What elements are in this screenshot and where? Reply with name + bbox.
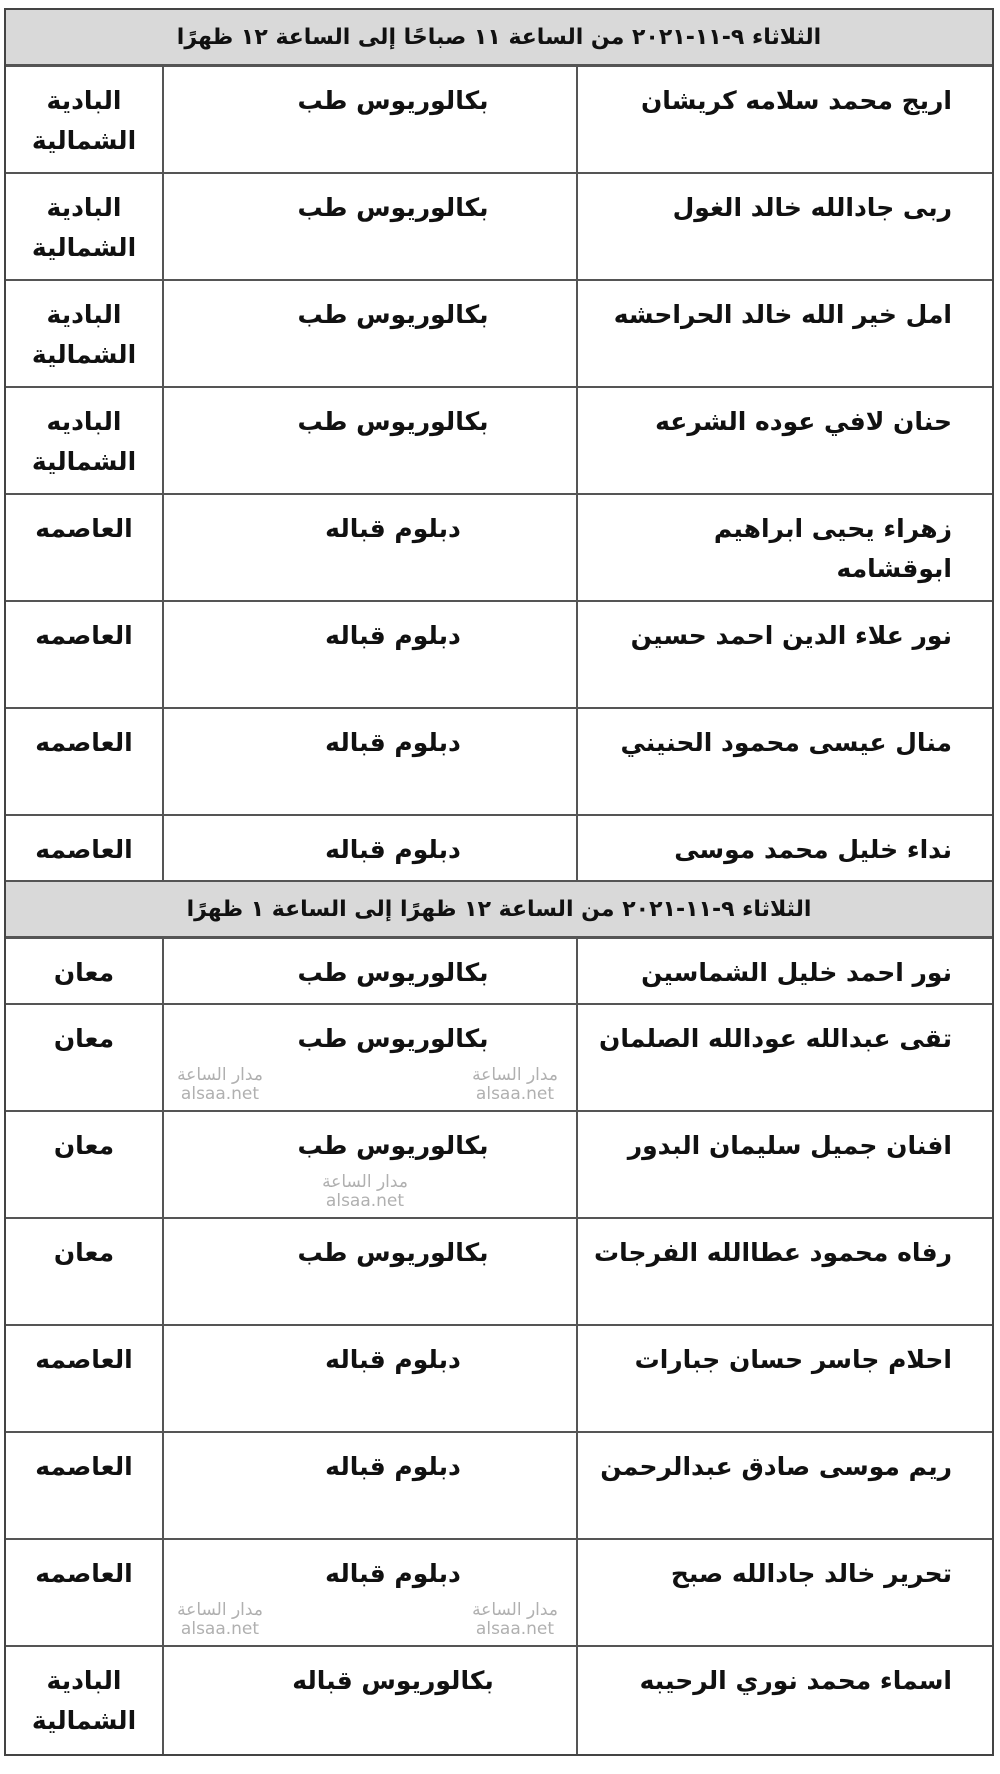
degree-cell: بكالوريوس طب — [162, 1112, 576, 1217]
region-cell: العاصمه — [35, 514, 133, 543]
table-row — [6, 67, 992, 174]
degree-cell: بكالوريوس طب — [162, 388, 576, 493]
region-cell: معان — [53, 1131, 115, 1160]
schedule-table — [4, 8, 994, 1756]
name-cell: ربى جادالله خالد الغول — [576, 174, 992, 279]
watermark-ar: مدار الساعة — [177, 1065, 263, 1085]
table-row — [6, 939, 992, 1005]
degree-cell: دبلوم قباله — [162, 602, 576, 707]
table-row — [6, 1433, 992, 1540]
region-cell: العاصمه — [35, 1345, 133, 1374]
region-cell: العاصمه — [35, 1452, 133, 1481]
region-cell: البادية الشمالية — [31, 193, 137, 262]
table-row — [6, 816, 992, 882]
name-cell: تقى عبدالله عودالله الصلمان — [576, 1005, 992, 1110]
name-cell: اريج محمد سلامه كريشان — [576, 67, 992, 172]
degree-cell: بكالوريوس طب — [162, 1219, 576, 1324]
region-cell: معان — [53, 1238, 115, 1267]
region-cell: البادية الشمالية — [31, 1666, 137, 1735]
name-cell: تحرير خالد جادالله صبح — [576, 1540, 992, 1645]
watermark-en: alsaa.net — [325, 1191, 405, 1211]
degree-cell: بكالوريوس طب — [162, 1005, 576, 1110]
table-row — [6, 709, 992, 816]
name-cell: نداء خليل محمد موسى — [576, 816, 992, 880]
degree-cell: بكالوريوس قباله — [162, 1647, 576, 1754]
name-cell: زهراء يحيى ابراهيم ابوقشامه — [576, 495, 992, 600]
watermark — [470, 1066, 560, 1104]
watermark-en: alsaa.net — [475, 1084, 555, 1104]
watermark — [470, 1601, 560, 1639]
name-cell: منال عيسى محمود الحنيني — [576, 709, 992, 814]
watermark-ar: مدار الساعة — [472, 1600, 558, 1620]
degree-cell: بكالوريوس طب — [162, 939, 576, 1003]
name-cell: نور احمد خليل الشماسين — [576, 939, 992, 1003]
section-header: الثلاثاء ٩-١١-٢٠٢١ من الساعة ١١ صباحًا إلى الساعة ١٢ ظهرًا — [6, 10, 992, 67]
region-cell: العاصمه — [35, 621, 133, 650]
table-row — [6, 1647, 992, 1754]
degree-cell: دبلوم قباله — [162, 495, 576, 600]
region-cell: الباديه الشمالية — [31, 407, 137, 476]
watermark — [320, 1173, 410, 1211]
name-cell: نور علاء الدين احمد حسين — [576, 602, 992, 707]
region-cell: معان — [53, 1024, 115, 1053]
table-row — [6, 174, 992, 281]
name-cell: اسماء محمد نوري الرحيبه — [576, 1647, 992, 1754]
region-cell: معان — [53, 958, 115, 987]
watermark-ar: مدار الساعة — [322, 1172, 408, 1192]
name-cell: احلام جاسر حسان جبارات — [576, 1326, 992, 1431]
table-row — [6, 1219, 992, 1326]
table-row — [6, 1326, 992, 1433]
region-cell: العاصمه — [35, 835, 133, 864]
watermark — [175, 1066, 265, 1104]
degree-cell: دبلوم قباله — [162, 709, 576, 814]
name-cell: افنان جميل سليمان البدور — [576, 1112, 992, 1217]
region-cell: البادية الشمالية — [31, 86, 137, 155]
table-row — [6, 495, 992, 602]
degree-cell: دبلوم قباله — [162, 1540, 576, 1645]
region-cell: البادية الشمالية — [31, 300, 137, 369]
watermark-ar: مدار الساعة — [472, 1065, 558, 1085]
table-row — [6, 602, 992, 709]
watermark-en: alsaa.net — [180, 1084, 260, 1104]
degree-cell: دبلوم قباله — [162, 1433, 576, 1538]
name-cell: ريم موسى صادق عبدالرحمن — [576, 1433, 992, 1538]
region-cell: العاصمه — [35, 728, 133, 757]
section-header: الثلاثاء ٩-١١-٢٠٢١ من الساعة ١٢ ظهرًا إلى الساعة ١ ظهرًا — [6, 882, 992, 939]
name-cell: حنان لافي عوده الشرعه — [576, 388, 992, 493]
degree-cell: بكالوريوس طب — [162, 281, 576, 386]
name-cell: رفاه محمود عطاالله الفرجات — [576, 1219, 992, 1324]
table-row — [6, 1112, 992, 1219]
table-row — [6, 388, 992, 495]
degree-cell: بكالوريوس طب — [162, 67, 576, 172]
table-row — [6, 281, 992, 388]
region-cell: العاصمه — [35, 1559, 133, 1588]
watermark — [175, 1601, 265, 1639]
degree-cell: دبلوم قباله — [162, 816, 576, 880]
degree-cell: بكالوريوس طب — [162, 174, 576, 279]
watermark-en: alsaa.net — [180, 1619, 260, 1639]
watermark-ar: مدار الساعة — [177, 1600, 263, 1620]
degree-cell: دبلوم قباله — [162, 1326, 576, 1431]
name-cell: امل خير الله خالد الحراحشه — [576, 281, 992, 386]
watermark-en: alsaa.net — [475, 1619, 555, 1639]
